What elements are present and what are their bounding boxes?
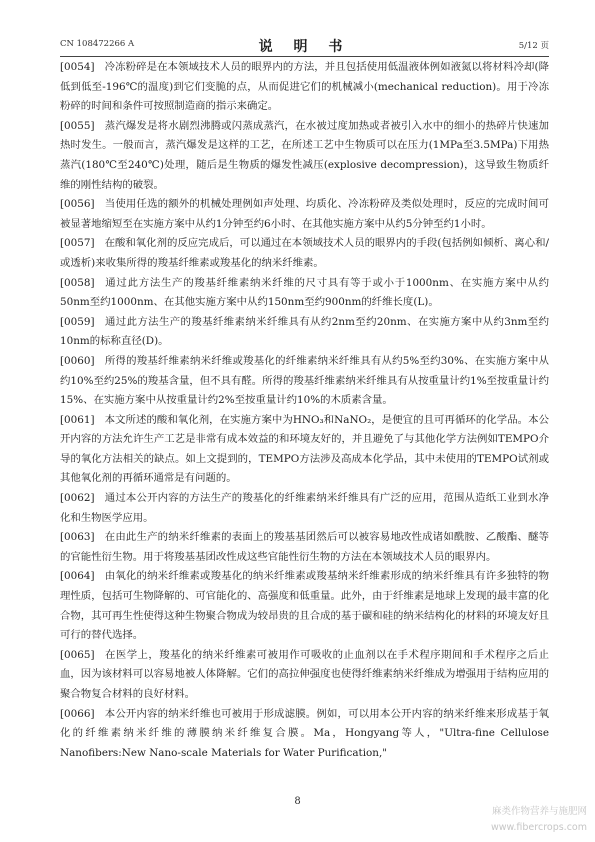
watermark-site-name: 麻类作物营养与施肥网	[491, 806, 587, 817]
paragraph-number: [0055]	[60, 119, 95, 132]
paragraph-number: [0054]	[60, 61, 95, 73]
paragraph-number: [0060]	[60, 354, 95, 367]
paragraph-number: [0058]	[60, 276, 95, 289]
paragraph	[60, 58, 549, 117]
paragraph-number: [0059]	[60, 315, 95, 328]
paragraph	[60, 646, 549, 705]
page-info: 5/12 页	[518, 41, 549, 51]
paragraph-text: 本文所述的酸和氧化剂，在实施方案中为HNO₃和NaNO₂，是便宜的且可再循环的化学品。本公开内容的方法允许生产工艺是非常有成本效益的和环境友好的，并且避免了与其他化学方法例如TEMPO介导的氧化方法相关的缺点。如上文提到的，TEMPO方法涉及高成本化学品，其中未使用的TEMPO试剂或其他氧化剂的再循环通常是有问题的。	[60, 413, 549, 485]
paragraph	[60, 705, 549, 764]
patent-number: CN 108472266 A	[60, 39, 135, 49]
paragraph-text: 通过此方法生产的羧基纤维素纳米纤维具有从约2nm至约20nm、在实施方案中从约3nm至约10nm的标称直径(D)。	[60, 315, 549, 348]
paragraph	[60, 528, 549, 567]
page-number: 8	[294, 796, 301, 807]
paragraph-text: 蒸汽爆发是将水剧烈沸腾或闪蒸成蒸汽，在水被过度加热或者被引入水中的细小的热碎片快速加热时发生。一般而言，蒸汽爆发是这样的工艺，在所述工艺中生物质可以在压力(1MPa至3.5MPa)下用热蒸汽(180℃至240℃)处理，随后是生物质的爆发性减压(explosive decompression)，这导致生物质纤维的刚性结构的破裂。	[60, 119, 549, 191]
paragraph-text: 在医学上，羧基化的纳米纤维素可被用作可吸收的止血剂以在手术程序期间和手术程序之后止血，因为该材料可以容易地被人体降解。它们的高拉伸强度也使得纤维素纳米纤维成为增强用于结构应用的聚合物复合材料的良好材料。	[60, 648, 549, 700]
document-title: 说 明 书	[258, 39, 351, 55]
paragraph	[60, 567, 549, 645]
paragraph-text: 在酸和氧化剂的反应完成后，可以通过在本领域技术人员的眼界内的手段(包括例如倾析、离心和/或透析)来收集所得的羧基纤维素或羧基化的纳米纤维素。	[60, 237, 549, 269]
paragraph-number: [0061]	[60, 413, 95, 426]
paragraph-number: [0064]	[60, 570, 95, 583]
paragraph-text: 当使用任选的额外的机械处理例如声处理、均质化、冷冻粉碎及类似处理时，反应的完成时间可被显著地缩短至在实施方案中从约1分钟至约6小时、在其他实施方案中从约5分钟至约1小时。	[60, 198, 549, 230]
site-watermark	[491, 804, 587, 836]
paragraph	[60, 117, 549, 195]
paragraph-number: [0065]	[60, 648, 95, 661]
paragraph-text: 在由此生产的纳米纤维素的表面上的羧基基团然后可以被容易地改性成诸如酰胺、乙酸酯、醚等的官能性衍生物。用于将羧基基团改性成这些官能性衍生物的方法在本领域技术人员的眼界内。	[60, 531, 549, 563]
page-header	[60, 36, 549, 54]
paragraph	[60, 411, 549, 489]
paragraph-number: [0057]	[60, 237, 95, 250]
paragraph-number: [0062]	[60, 492, 95, 505]
paragraph-text: 通过本公开内容的方法生产的羧基化的纤维素纳米纤维具有广泛的应用，范围从造纸工业到水净化和生物医学应用。	[60, 492, 549, 524]
paragraph	[60, 234, 549, 273]
paragraph-number: [0056]	[60, 198, 95, 211]
document-body	[60, 58, 549, 763]
paragraph-text: 本公开内容的纳米纤维也可被用于形成滤膜。例如，可以用本公开内容的纳米纤维来形成基于氧化的纤维素纳米纤维的薄膜纳米纤维复合膜。Ma，Hongyang等人，"Ultra-fine Cellulose Nanofibers:New Nano-scale Materials for Water Purification,"	[60, 707, 549, 759]
paragraph-number: [0066]	[60, 707, 95, 720]
paragraph	[60, 352, 549, 411]
paragraph-text: 通过此方法生产的羧基纤维素纳米纤维的尺寸具有等于或小于1000nm、在实施方案中从约50nm至约1000nm、在其他实施方案中从约150nm至约900nm的纤维长度(L)。	[60, 276, 549, 309]
paragraph-text: 冷冻粉碎是在本领域技术人员的眼界内的方法，并且包括使用低温液体例如液氮以将材料冷却(降低到低至-196℃的温度)到它们变脆的点，从而促进它们的机械减小(mechanical reduction)。用于冷冻粉碎的时间和条件可按照制造商的指示来确定。	[60, 61, 549, 113]
paragraph-text: 所得的羧基纤维素纳米纤维或羧基化的纤维素纳米纤维具有从约5%至约30%、在实施方案中从约10%至约25%的羧基含量，但不具有醛。所得的羧基纤维素纳米纤维具有从按重量计约1%至按重量计约15%、在实施方案中从按重量计约2%至按重量计约10%的木质素含量。	[60, 354, 549, 407]
header-divider	[60, 56, 549, 57]
paragraph-number: [0063]	[60, 531, 95, 544]
paragraph	[60, 274, 549, 313]
watermark-url: www.fibercrops.com	[490, 822, 587, 833]
paragraph-text: 由氧化的纳米纤维素或羧基化的纳米纤维素或羧基纳米纤维素形成的纳米纤维具有许多独特的物理性质，包括可生物降解的、可官能化的、高强度和低重量。此外，由于纤维素是地球上发现的最丰富的化合物，其可再生性使得这种生物聚合物成为较昂贵的且合成的基于碳和硅的纳米结构化的材料的环境友好且可行的替代选择。	[60, 570, 549, 642]
paragraph	[60, 489, 549, 528]
paragraph	[60, 195, 549, 234]
paragraph	[60, 313, 549, 352]
